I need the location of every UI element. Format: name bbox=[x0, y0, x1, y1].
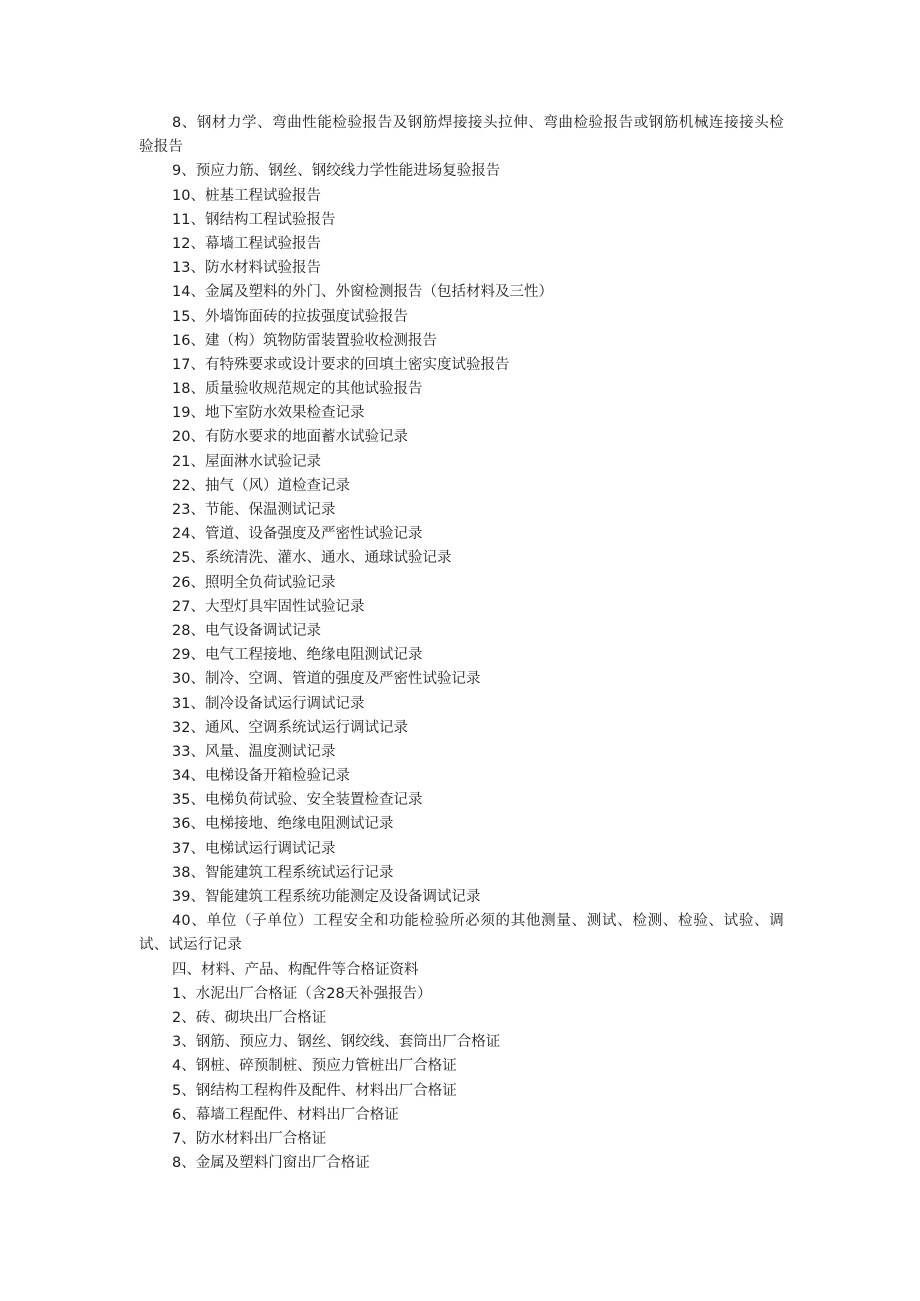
list-item-13: 13、防水材料试验报告 bbox=[172, 260, 321, 277]
list-item-10: 10、桩基工程试验报告 bbox=[172, 187, 321, 204]
document-body bbox=[139, 111, 784, 1175]
list-item-34: 34、电梯设备开箱检验记录 bbox=[172, 768, 350, 785]
list-item-16: 16、建（构）筑物防雷装置验收检测报告 bbox=[172, 332, 437, 349]
list-item-17: 17、有特殊要求或设计要求的回填土密实度试验报告 bbox=[172, 356, 510, 373]
list-item-31: 31、制冷设备试运行调试记录 bbox=[172, 695, 365, 712]
list-item-38: 38、智能建筑工程系统试运行记录 bbox=[172, 864, 394, 881]
list-item-39: 39、智能建筑工程系统功能测定及设备调试记录 bbox=[172, 889, 481, 906]
list-item-32: 32、通风、空调系统试运行调试记录 bbox=[172, 719, 408, 736]
list-item-8-steel-tests: 8、钢材力学、弯曲性能检验报告及钢筋焊接接头拉伸、弯曲检验报告或钢筋机械连接接头检验报告 bbox=[139, 115, 784, 156]
list-item-15: 15、外墙饰面砖的拉拔强度试验报告 bbox=[172, 308, 408, 325]
cert-item-5: 5、钢结构工程构件及配件、材料出厂合格证 bbox=[172, 1082, 457, 1099]
list-item-29: 29、电气工程接地、绝缘电阻测试记录 bbox=[172, 647, 423, 664]
list-item-14: 14、金属及塑料的外门、外窗检测报告（包括材料及三性） bbox=[172, 284, 553, 301]
list-item-35: 35、电梯负荷试验、安全装置检查记录 bbox=[172, 792, 423, 809]
cert-item-8: 8、金属及塑料门窗出厂合格证 bbox=[172, 1155, 370, 1172]
cert-item-2: 2、砖、砌块出厂合格证 bbox=[172, 1010, 327, 1026]
list-item-20: 20、有防水要求的地面蓄水试验记录 bbox=[172, 429, 408, 446]
list-item-19: 19、地下室防水效果检查记录 bbox=[172, 405, 365, 422]
cert-item-1: 1、水泥出厂合格证（含28天补强报告） bbox=[172, 985, 432, 1002]
cert-item-3: 3、钢筋、预应力、钢丝、钢绞线、套筒出厂合格证 bbox=[172, 1034, 501, 1051]
cert-item-7: 7、防水材料出厂合格证 bbox=[172, 1130, 327, 1147]
list-item-18: 18、质量验收规范规定的其他试验报告 bbox=[172, 381, 423, 398]
list-item-21: 21、屋面淋水试验记录 bbox=[172, 453, 321, 470]
section-heading-4: 四、材料、产品、构配件等合格证资料 bbox=[172, 961, 419, 978]
list-item-27: 27、大型灯具牢固性试验记录 bbox=[172, 598, 365, 615]
list-item-23: 23、节能、保温测试记录 bbox=[172, 502, 336, 519]
list-item-25: 25、系统清洗、灌水、通水、通球试验记录 bbox=[172, 550, 452, 567]
list-item-11: 11、钢结构工程试验报告 bbox=[172, 211, 336, 228]
list-item-28: 28、电气设备调试记录 bbox=[172, 622, 321, 639]
list-item-22: 22、抽气（风）道检查记录 bbox=[172, 477, 350, 494]
list-item-24: 24、管道、设备强度及严密性试验记录 bbox=[172, 526, 423, 543]
list-item-9: 9、预应力筋、钢丝、钢绞线力学性能进场复验报告 bbox=[172, 163, 501, 180]
cert-item-6: 6、幕墙工程配件、材料出厂合格证 bbox=[172, 1106, 399, 1123]
list-item-40: 40、单位（子单位）工程安全和功能检验所必须的其他测量、测试、检测、检验、试验、调试、试运行记录 bbox=[139, 913, 784, 954]
list-item-30: 30、制冷、空调、管道的强度及严密性试验记录 bbox=[172, 671, 481, 688]
list-item-12: 12、幕墙工程试验报告 bbox=[172, 235, 321, 252]
list-item-26: 26、照明全负荷试验记录 bbox=[172, 574, 336, 591]
list-item-33: 33、风量、温度测试记录 bbox=[172, 743, 336, 760]
list-item-37: 37、电梯试运行调试记录 bbox=[172, 840, 336, 857]
cert-item-4: 4、钢桩、碎预制桩、预应力管桩出厂合格证 bbox=[172, 1058, 457, 1075]
list-item-36: 36、电梯接地、绝缘电阻测试记录 bbox=[172, 816, 394, 833]
